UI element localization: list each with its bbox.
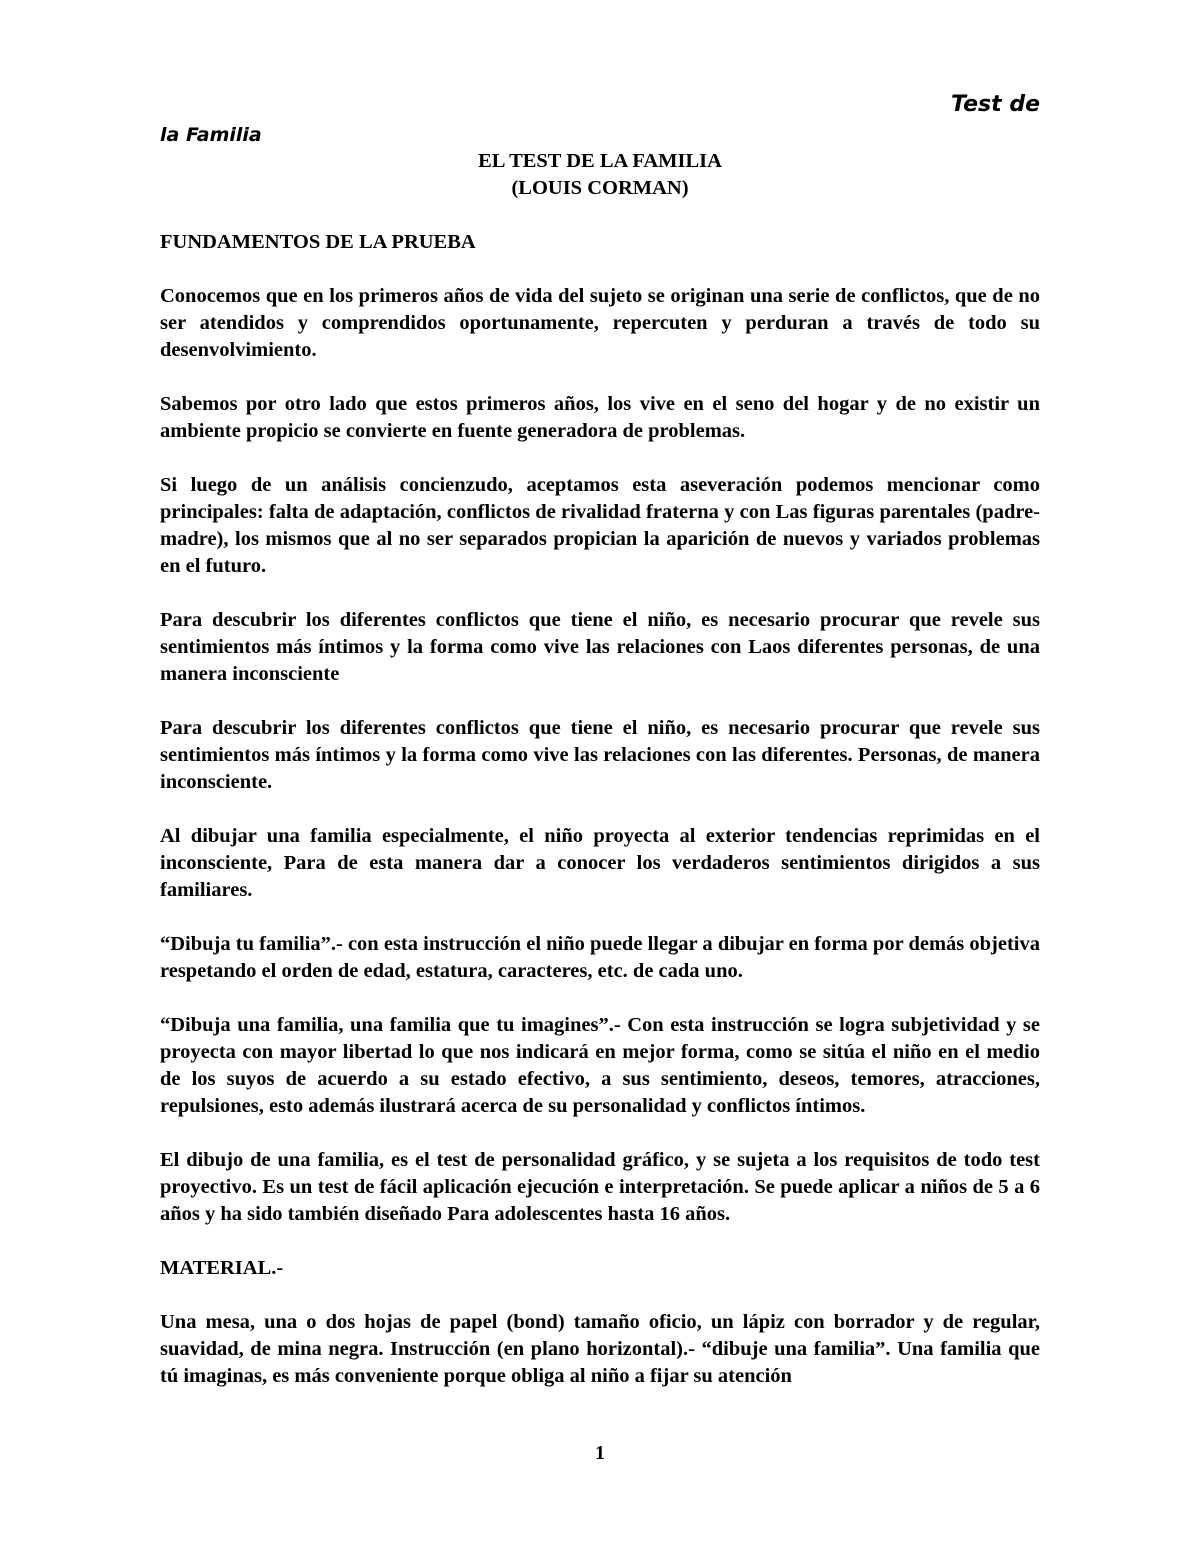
document-title: EL TEST DE LA FAMILIA bbox=[478, 150, 722, 172]
section-heading-fundamentos: FUNDAMENTOS DE LA PRUEBA bbox=[160, 231, 476, 253]
page-number: 1 bbox=[595, 1442, 605, 1464]
paragraph-material: Una mesa, una o dos hojas de papel (bond) tamaño oficio, un lápiz con borrador y de regular, suavidad, de mina negra. Instrucción (en plano horizontal).- “dibuje una familia”. Una familia que tú imaginas, es más conveniente porque obliga al niño a fijar su atención bbox=[160, 1311, 1040, 1387]
running-header-right: Test de bbox=[950, 92, 1040, 117]
section-heading-material: MATERIAL.- bbox=[160, 1257, 284, 1279]
paragraph: Conocemos que en los primeros años de vida del sujeto se originan una serie de conflictos, que de no ser atendidos y comprendidos oportunamente, repercuten y perduran a través de todo su desenvolvimiento. bbox=[160, 285, 1040, 361]
document-subtitle: (LOUIS CORMAN) bbox=[511, 177, 689, 199]
paragraph: Para descubrir los diferentes conflictos que tiene el niño, es necesario procurar que revele sus sentimientos más íntimos y la forma como vive las relaciones con las diferentes. Personas, de manera inconsciente. bbox=[160, 717, 1040, 793]
document-body bbox=[160, 148, 1040, 1390]
paragraph: El dibujo de una familia, es el test de personalidad gráfico, y se sujeta a los requisitos de todo test proyectivo. Es un test de fácil aplicación ejecución e interpretación. Se puede aplicar a niños de 5 a 6 años y ha sido también diseñado Para adolescentes hasta 16 años. bbox=[160, 1149, 1040, 1225]
paragraph: Para descubrir los diferentes conflictos que tiene el niño, es necesario procurar que revele sus sentimientos más íntimos y la forma como vive las relaciones con Laos diferentes personas, de una manera inconsciente bbox=[160, 609, 1040, 685]
paragraph: “Dibuja tu familia”.- con esta instrucción el niño puede llegar a dibujar en forma por demás objetiva respetando el orden de edad, estatura, caracteres, etc. de cada uno. bbox=[160, 933, 1040, 982]
paragraph: “Dibuja una familia, una familia que tu imagines”.- Con esta instrucción se logra subjetividad y se proyecta con mayor libertad lo que nos indicará en mejor forma, como se sitúa el niño en el medio de los suyos de acuerdo a su estado efectivo, a sus sentimiento, deseos, temores, atracciones, repulsiones, esto además ilustrará acerca de su personalidad y conflictos íntimos. bbox=[160, 1014, 1040, 1117]
paragraph: Si luego de un análisis concienzudo, aceptamos esta aseveración podemos mencionar como principales: falta de adaptación, conflictos de rivalidad fraterna y con Las figuras parentales (padre- madre), los mismos que al no ser separados propician la aparición de nuevos y variados problemas en el futuro. bbox=[160, 474, 1040, 577]
running-header-left: la Familia bbox=[160, 124, 262, 146]
paragraph: Al dibujar una familia especialmente, el niño proyecta al exterior tendencias reprimidas en el inconsciente, Para de esta manera dar a conocer los verdaderos sentimientos dirigidos a sus familiares. bbox=[160, 825, 1040, 901]
paragraph: Sabemos por otro lado que estos primeros años, los vive en el seno del hogar y de no existir un ambiente propicio se convierte en fuente generadora de problemas. bbox=[160, 393, 1040, 442]
